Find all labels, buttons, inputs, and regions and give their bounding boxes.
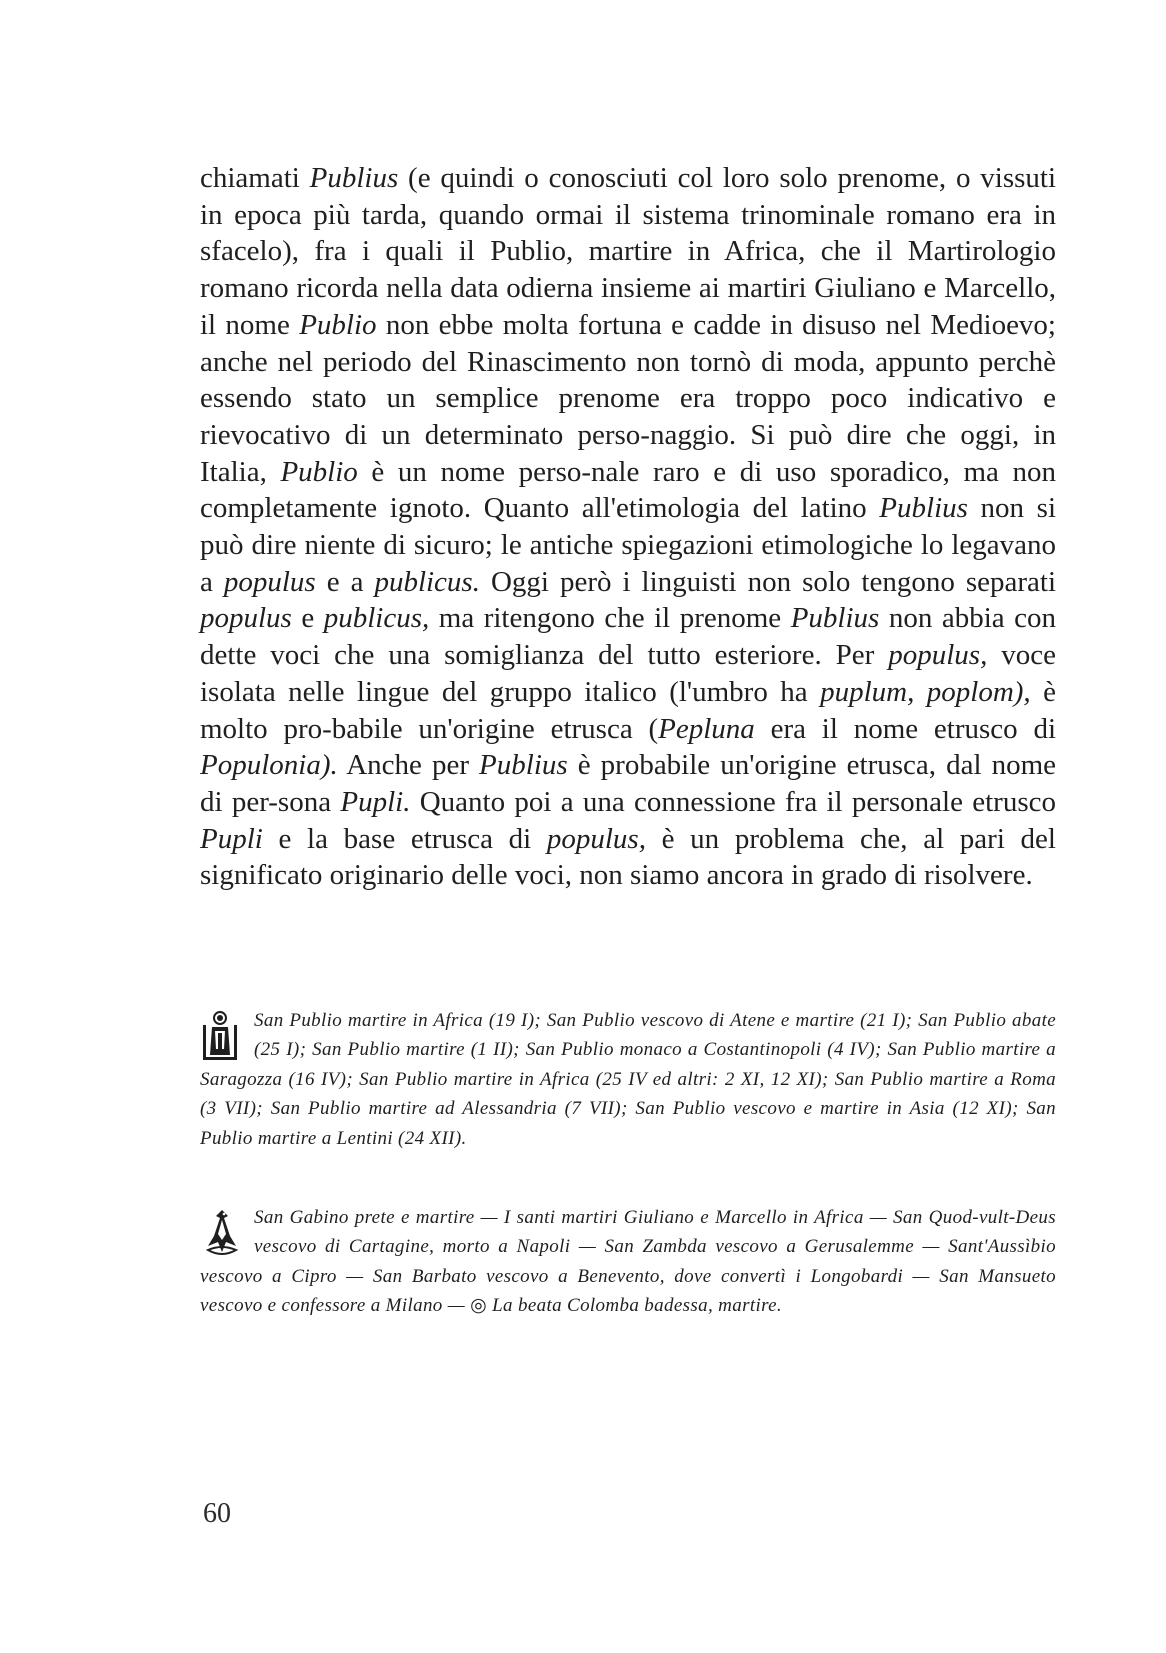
note-text: San Publio martire in Africa (19 I); San Publio vescovo di Atene e martire (21 I); San Publio abate (25 I); San Publio martire (1 II); San Publio monaco a Costantinopoli (4 IV); San Publio martire a Saragozza (16 IV); San Publio martire in Africa (25 IV ed altri: 2 XI, 12 XI); San Publio martire a Roma (3 VII); San Publio martire ad Alessandria (7 VII); San Publio vescovo e martire in Asia (12 XI); San Publio martire a Lentini (24 XII). [200,1010,1056,1149]
saint-figure-icon [200,1009,244,1061]
saints-note-publio [200,1006,1056,1153]
eagle-icon [200,1206,244,1258]
saints-note-others [200,1203,1056,1321]
note-text: San Gabino prete e martire — I santi martiri Giuliano e Marcello in Africa — San Quod-vult-Deus vescovo di Cartagine, morto a Napoli — San Zambda vescovo a Gerusalemme — Sant'Aussìbio vescovo a Cipro — San Barbato vescovo a Benevento, dove convertì i Longobardi — San Mansueto vescovo e confessore a Milano — [200,1207,1056,1317]
bullseye-symbol: ◎ [470,1295,488,1317]
note-text-end: La beata Colomba badessa, martire. [487,1295,782,1317]
body-paragraph: chiamati Publius (e quindi o conosciuti col loro solo prenome, o vissuti in epoca più tarda, quando ormai il sistema trinominale romano era in sfacelo), fra i quali il Publio, martire in Africa, che il Martirologio romano ricorda nella data odierna insieme ai martiri Giuliano e Marcello, il nome Publio non ebbe molta fortuna e cadde in disuso nel Medioevo; anche nel periodo del Rinascimento non tornò di moda, appunto perchè essendo stato un semplice prenome era troppo poco indicativo e rievocativo di un determinato perso-naggio. Si può dire che oggi, in Italia, Publio è un nome perso-nale raro e di uso sporadico, ma non completamente ignoto. Quanto all'etimologia del latino Publius non si può dire niente di sicuro; le antiche spiegazioni etimologiche lo legavano a populus e a publicus. Oggi però i linguisti non solo tengono separati populus e publicus, ma ritengono che il prenome Publius non abbia con dette voci che una somiglianza del tutto esteriore. Per populus, voce isolata nelle lingue del gruppo italico (l'umbro ha puplum, poplom), è molto pro-babile un'origine etrusca (Pepluna era il nome etrusco di Populonia). Anche per Publius è probabile un'origine etrusca, dal nome di per-sona Pupli. Quanto poi a una connessione fra il personale etrusco Pupli e la base etrusca di populus, è un problema che, al pari del significato originario delle voci, non siamo ancora in grado di risolvere. [200,162,1057,892]
page-number: 60 [203,1498,231,1529]
